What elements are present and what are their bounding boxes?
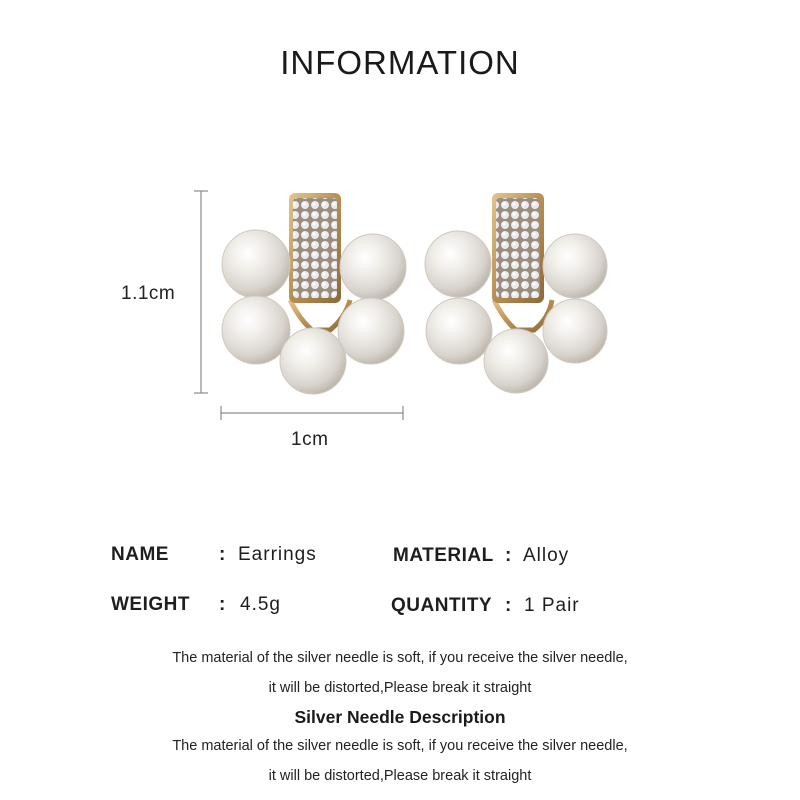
spec-name-colon: : [219,544,226,565]
spec-material-colon: : [505,545,512,566]
spec-quantity-colon: : [505,595,512,616]
earring-right [425,193,607,393]
width-dimension-line [221,406,403,420]
spec-quantity-value: 1 Pair [524,595,580,616]
page-title: INFORMATION [280,44,520,81]
spec-quantity-key: QUANTITY [391,595,493,616]
height-dimension-label: 1.1cm [121,283,176,304]
spec-name-key: NAME [111,544,169,565]
note-line-2: it will be distorted,Please break it straight [268,680,532,696]
note-heading: Silver Needle Description [294,707,506,727]
note-line-4: it will be distorted,Please break it straight [268,768,532,784]
earring-left [222,193,406,394]
spec-weight-colon: : [219,594,226,615]
spec-name-value: Earrings [238,544,317,565]
spec-weight-value: 4.5g [240,594,281,615]
note-line-1: The material of the silver needle is soft, if you receive the silver needle, [172,650,628,666]
note-line-3: The material of the silver needle is soft, if you receive the silver needle, [172,738,628,754]
spec-material-key: MATERIAL [393,545,494,566]
spec-weight-key: WEIGHT [111,594,190,615]
width-dimension-label: 1cm [291,429,329,450]
spec-material-value: Alloy [523,545,570,566]
height-dimension-line [194,191,208,393]
